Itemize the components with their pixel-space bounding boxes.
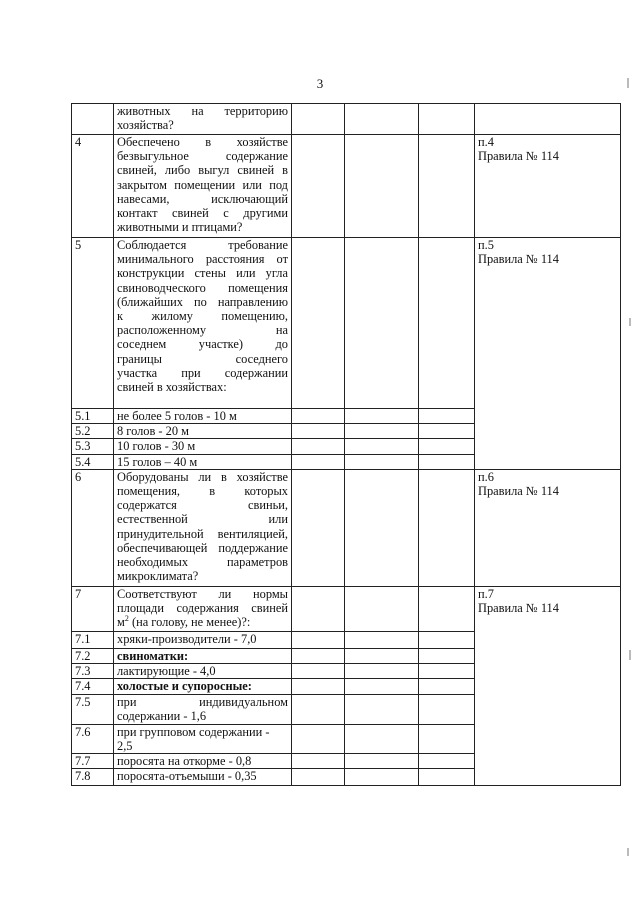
answer-no-cell[interactable] <box>345 424 419 439</box>
question-cell <box>114 695 292 724</box>
answer-na-cell[interactable] <box>419 439 475 454</box>
item-number: 5.2 <box>72 424 114 439</box>
question-text: хряки-производители - 7,0 <box>117 631 257 646</box>
question-text: 10 голов - 30 м <box>117 439 196 454</box>
question-last-text: микроклимата? <box>117 569 199 584</box>
item-number: 7.4 <box>72 679 114 695</box>
answer-no-cell[interactable] <box>345 586 419 631</box>
question-line: соседнем участке) до <box>117 337 288 352</box>
question-line: участка при содержании <box>117 365 288 380</box>
item-number: 5.4 <box>72 454 114 469</box>
answer-na-cell[interactable] <box>419 238 475 409</box>
question-cell <box>114 679 292 695</box>
answer-yes-cell[interactable] <box>292 454 345 469</box>
question-text: поросята-отъемыши - 0,35 <box>117 769 257 784</box>
item-number: 5.1 <box>72 409 114 424</box>
answer-no-cell[interactable] <box>345 454 419 469</box>
answer-na-cell[interactable] <box>419 454 475 469</box>
question-text: лактирующие - 4,0 <box>117 664 216 679</box>
answer-no-cell[interactable] <box>345 695 419 724</box>
answer-no-cell[interactable] <box>345 724 419 753</box>
question-line: помещения, в которых <box>117 484 288 499</box>
table-row <box>72 469 621 586</box>
reference-clause: п.5 <box>478 238 494 252</box>
question-cell <box>114 454 292 469</box>
answer-yes-cell[interactable] <box>292 586 345 631</box>
reference-clause: п.4 <box>478 135 494 149</box>
answer-no-cell[interactable] <box>345 469 419 586</box>
question-cell <box>114 135 292 238</box>
question-cell <box>114 104 292 135</box>
scan-edge-mark <box>627 848 629 856</box>
question-cell <box>114 238 292 409</box>
question-line: расположенному на <box>117 323 288 338</box>
question-cell <box>114 409 292 424</box>
answer-na-cell[interactable] <box>419 631 475 648</box>
table-row <box>72 238 621 409</box>
unit-superscript: 2 <box>124 614 129 624</box>
answer-na-cell[interactable] <box>419 135 475 238</box>
reference-cell <box>475 104 621 135</box>
answer-no-cell[interactable] <box>345 135 419 238</box>
item-number: 7.8 <box>72 769 114 786</box>
answer-yes-cell[interactable] <box>292 439 345 454</box>
item-number: 5.3 <box>72 439 114 454</box>
item-number: 4 <box>72 135 114 238</box>
answer-yes-cell[interactable] <box>292 469 345 586</box>
answer-na-cell[interactable] <box>419 679 475 695</box>
question-line: закрытом помещении или под <box>117 177 288 192</box>
question-line <box>117 380 288 394</box>
reference-rule: Правила № 114 <box>478 601 559 616</box>
question-line: естественной или <box>117 512 288 527</box>
answer-no-cell[interactable] <box>345 238 419 409</box>
question-line: Обеспечено в хозяйстве <box>117 135 288 149</box>
question-line: необходимых параметров <box>117 555 288 570</box>
question-cell <box>114 648 292 663</box>
reference-cell <box>475 586 621 785</box>
item-number: 7.7 <box>72 754 114 769</box>
page-number: 3 <box>316 76 324 91</box>
question-cell <box>114 724 292 753</box>
answer-na-cell[interactable] <box>419 754 475 769</box>
answer-yes-cell[interactable] <box>292 135 345 238</box>
reference-rule: Правила № 114 <box>478 149 559 164</box>
question-line: безвыгульное содержание <box>117 149 288 164</box>
answer-yes-cell[interactable] <box>292 648 345 663</box>
checklist-table <box>71 103 621 786</box>
question-text: 15 голов – 40 м <box>117 454 198 469</box>
reference-cell <box>475 469 621 586</box>
answer-na-cell[interactable] <box>419 409 475 424</box>
table-row <box>72 135 621 238</box>
answer-na-cell[interactable] <box>419 664 475 679</box>
item-number: 5 <box>72 238 114 409</box>
question-line: к жилому помещению, <box>117 309 288 324</box>
item-number: 7.5 <box>72 695 114 724</box>
answer-no-cell[interactable] <box>345 664 419 679</box>
answer-yes-cell[interactable] <box>292 664 345 679</box>
question-line: конструкции стены или угла <box>117 266 288 281</box>
reference-rule: Правила № 114 <box>478 484 559 499</box>
answer-no-cell[interactable] <box>345 631 419 648</box>
answer-yes-cell[interactable] <box>292 769 345 786</box>
question-line: содержатся свиньи, <box>117 498 288 513</box>
answer-no-cell[interactable] <box>345 754 419 769</box>
question-cell <box>114 631 292 648</box>
table-row <box>72 586 621 631</box>
question-line: границы соседнего <box>117 351 288 366</box>
answer-na-cell[interactable] <box>419 724 475 753</box>
scan-edge-mark <box>629 318 631 326</box>
question-text: холостые и супоросные: <box>117 679 252 694</box>
reference-clause: п.7 <box>478 586 494 601</box>
item-number: 7.6 <box>72 724 114 753</box>
question-cell <box>114 586 292 631</box>
item-number: 6 <box>72 469 114 586</box>
question-text: поросята на откорме - 0,8 <box>117 754 252 769</box>
question-line: контакт свиней с другими <box>117 206 288 221</box>
question-line: принудительной вентиляцией, <box>117 526 288 541</box>
question-line <box>117 220 288 234</box>
question-cell <box>114 439 292 454</box>
question-line: при индивидуальном <box>117 695 288 710</box>
question-line <box>117 709 288 723</box>
scan-edge-mark <box>627 78 629 88</box>
answer-na-cell[interactable] <box>419 695 475 724</box>
question-line: свиней, либо выгул свиней в <box>117 163 288 178</box>
question-last-text: хозяйства? <box>117 118 174 133</box>
question-last-text: (на голову, не менее)?: <box>128 615 251 630</box>
question-line: 2,5 <box>117 738 133 753</box>
answer-na-cell[interactable] <box>419 648 475 663</box>
question-line: обеспечивающей поддержание <box>117 540 288 555</box>
question-cell <box>114 424 292 439</box>
table-row <box>72 104 621 135</box>
item-number <box>72 104 114 135</box>
answer-no-cell[interactable] <box>345 104 419 135</box>
question-text: свиноматки: <box>117 648 189 663</box>
answer-yes-cell[interactable] <box>292 409 345 424</box>
question-cell <box>114 469 292 586</box>
answer-yes-cell[interactable] <box>292 724 345 753</box>
question-line: минимального расстояния от <box>117 252 288 267</box>
question-cell <box>114 769 292 786</box>
question-line: (ближайших по направлению <box>117 294 288 309</box>
question-line: Соответствуют ли нормы <box>117 586 288 601</box>
answer-no-cell[interactable] <box>345 648 419 663</box>
answer-yes-cell[interactable] <box>292 238 345 409</box>
reference-clause: п.6 <box>478 469 494 484</box>
question-line: площади содержания свиней <box>117 601 288 616</box>
answer-na-cell[interactable] <box>419 424 475 439</box>
answer-yes-cell[interactable] <box>292 695 345 724</box>
answer-na-cell[interactable] <box>419 586 475 631</box>
question-line: навесами, исключающий <box>117 191 288 206</box>
item-number: 7.2 <box>72 648 114 663</box>
question-line <box>117 615 288 629</box>
answer-no-cell[interactable] <box>345 769 419 786</box>
answer-yes-cell[interactable] <box>292 104 345 135</box>
question-line: животных на территорию <box>117 104 288 118</box>
answer-no-cell[interactable] <box>345 439 419 454</box>
question-cell <box>114 664 292 679</box>
answer-na-cell[interactable] <box>419 769 475 786</box>
question-line: Оборудованы ли в хозяйстве <box>117 469 288 484</box>
unit-text: м <box>117 615 125 630</box>
reference-cell <box>475 238 621 470</box>
reference-rule: Правила № 114 <box>478 252 559 267</box>
question-last-text: животными и птицами? <box>117 220 243 235</box>
answer-yes-cell[interactable] <box>292 424 345 439</box>
answer-yes-cell[interactable] <box>292 679 345 695</box>
answer-yes-cell[interactable] <box>292 754 345 769</box>
question-line: при групповом содержании - <box>117 724 270 739</box>
question-text: 8 голов - 20 м <box>117 424 189 439</box>
question-line: Соблюдается требование <box>117 238 288 252</box>
question-line <box>117 118 288 132</box>
item-number: 7.1 <box>72 631 114 648</box>
answer-no-cell[interactable] <box>345 409 419 424</box>
question-line: свиноводческого помещения <box>117 280 288 295</box>
question-line <box>117 569 288 583</box>
question-cell <box>114 754 292 769</box>
question-text: не более 5 голов - 10 м <box>117 409 237 423</box>
answer-na-cell[interactable] <box>419 104 475 135</box>
question-last-text: свиней в хозяйствах: <box>117 380 227 395</box>
answer-yes-cell[interactable] <box>292 631 345 648</box>
item-number: 7 <box>72 586 114 631</box>
item-number: 7.3 <box>72 664 114 679</box>
question-last-text: содержании - 1,6 <box>117 709 207 724</box>
reference-cell <box>475 135 621 238</box>
scan-edge-mark <box>629 650 631 660</box>
answer-no-cell[interactable] <box>345 679 419 695</box>
answer-na-cell[interactable] <box>419 469 475 586</box>
